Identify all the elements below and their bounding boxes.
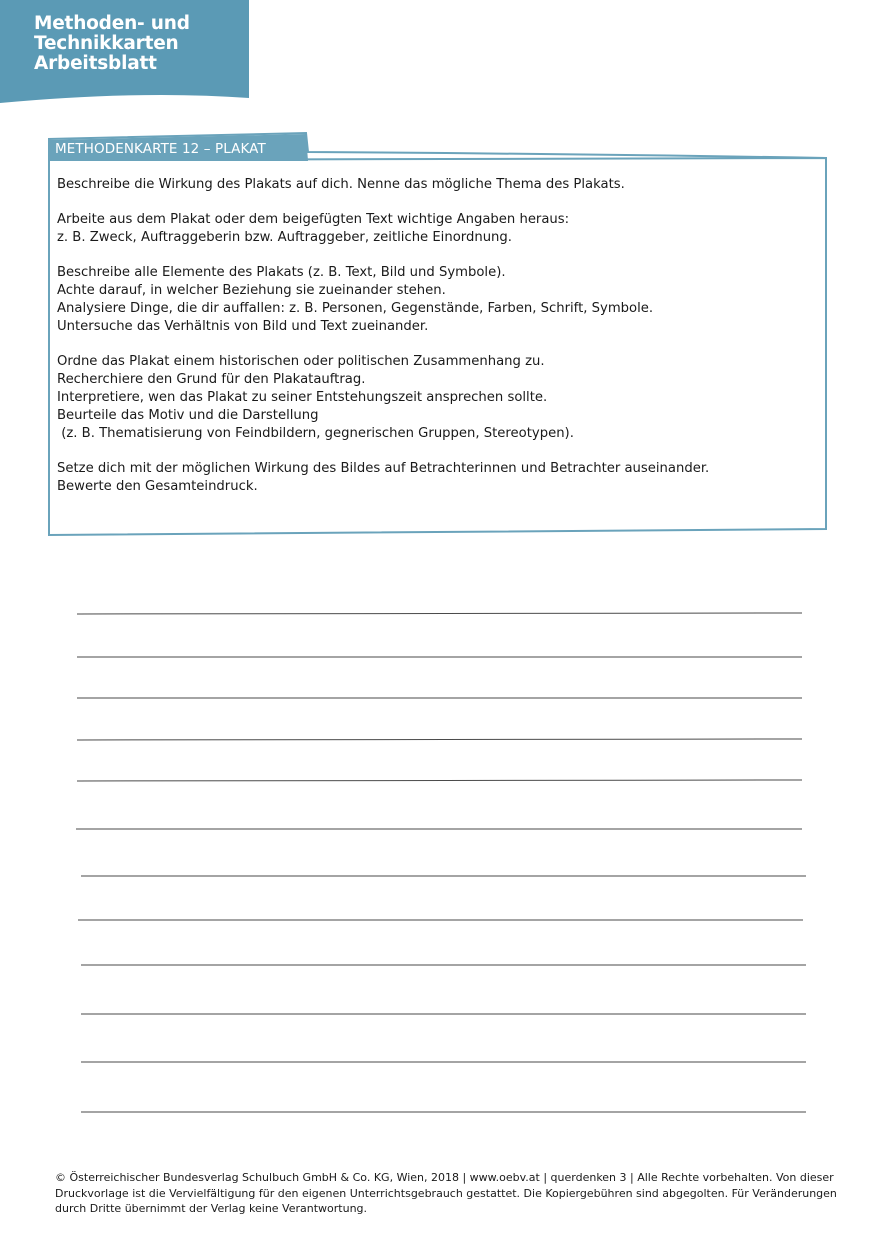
instruction-line: Untersuche das Verhältnis von Bild und Text zueinander. bbox=[57, 319, 429, 334]
copyright-footer bbox=[55, 1170, 845, 1217]
instruction-line: Achte darauf, in welcher Beziehung sie zueinander stehen. bbox=[57, 283, 446, 298]
instruction-line: Beschreibe die Wirkung des Plakats auf dich. Nenne das mögliche Thema des Plakats. bbox=[57, 177, 625, 192]
instruction-line: Arbeite aus dem Plakat oder dem beigefügten Text wichtige Angaben heraus: bbox=[57, 212, 570, 227]
instruction-line: (z. B. Thematisierung von Feindbildern, gegnerischen Gruppen, Stereotypen). bbox=[57, 426, 574, 441]
instruction-line: Setze dich mit der möglichen Wirkung des Bildes auf Betrachterinnen und Betrachter auseinander. bbox=[57, 461, 710, 476]
title-line: Methoden- und bbox=[34, 13, 190, 34]
instruction-line: Analysiere Dinge, die dir auffallen: z. B. Personen, Gegenstände, Farben, Schrift, Symbole. bbox=[57, 301, 654, 316]
footer-line: durch Dritte übernimmt der Verlag keine Verantwortung. bbox=[55, 1202, 368, 1215]
instruction-line: z. B. Zweck, Auftraggeberin bzw. Auftraggeber, zeitliche Einordnung. bbox=[57, 230, 512, 245]
instruction-line: Recherchiere den Grund für den Plakatauftrag. bbox=[57, 372, 366, 387]
instruction-line: Beurteile das Motiv und die Darstellung bbox=[57, 408, 319, 423]
title-line: Arbeitsblatt bbox=[34, 53, 157, 74]
footer-line: © Österreichischer Bundesverlag Schulbuch GmbH & Co. KG, Wien, 2018 | www.oebv.at | querdenken 3 | Alle Rechte vorbehalten. Von dieser bbox=[55, 1171, 834, 1184]
writing-line[interactable] bbox=[77, 739, 802, 740]
instruction-line: Bewerte den Gesamteindruck. bbox=[57, 479, 258, 494]
card-tab-label: METHODENKARTE 12 – PLAKAT bbox=[55, 141, 266, 157]
instruction-line: Beschreibe alle Elemente des Plakats (z. B. Text, Bild und Symbole). bbox=[57, 265, 506, 280]
footer-line: Druckvorlage ist die Vervielfältigung für den eigenen Unterrichtsgebrauch gestattet. Die Kopiergebühren sind abgegolten. Für Veränderungen bbox=[55, 1186, 837, 1200]
instruction-line: Ordne das Plakat einem historischen oder politischen Zusammenhang zu. bbox=[57, 354, 545, 369]
writing-line[interactable] bbox=[77, 613, 802, 614]
writing-line[interactable] bbox=[77, 780, 802, 781]
title-line: Technikkarten bbox=[34, 33, 179, 54]
instruction-line: Interpretiere, wen das Plakat zu seiner Entstehungszeit ansprechen sollte. bbox=[57, 390, 548, 405]
